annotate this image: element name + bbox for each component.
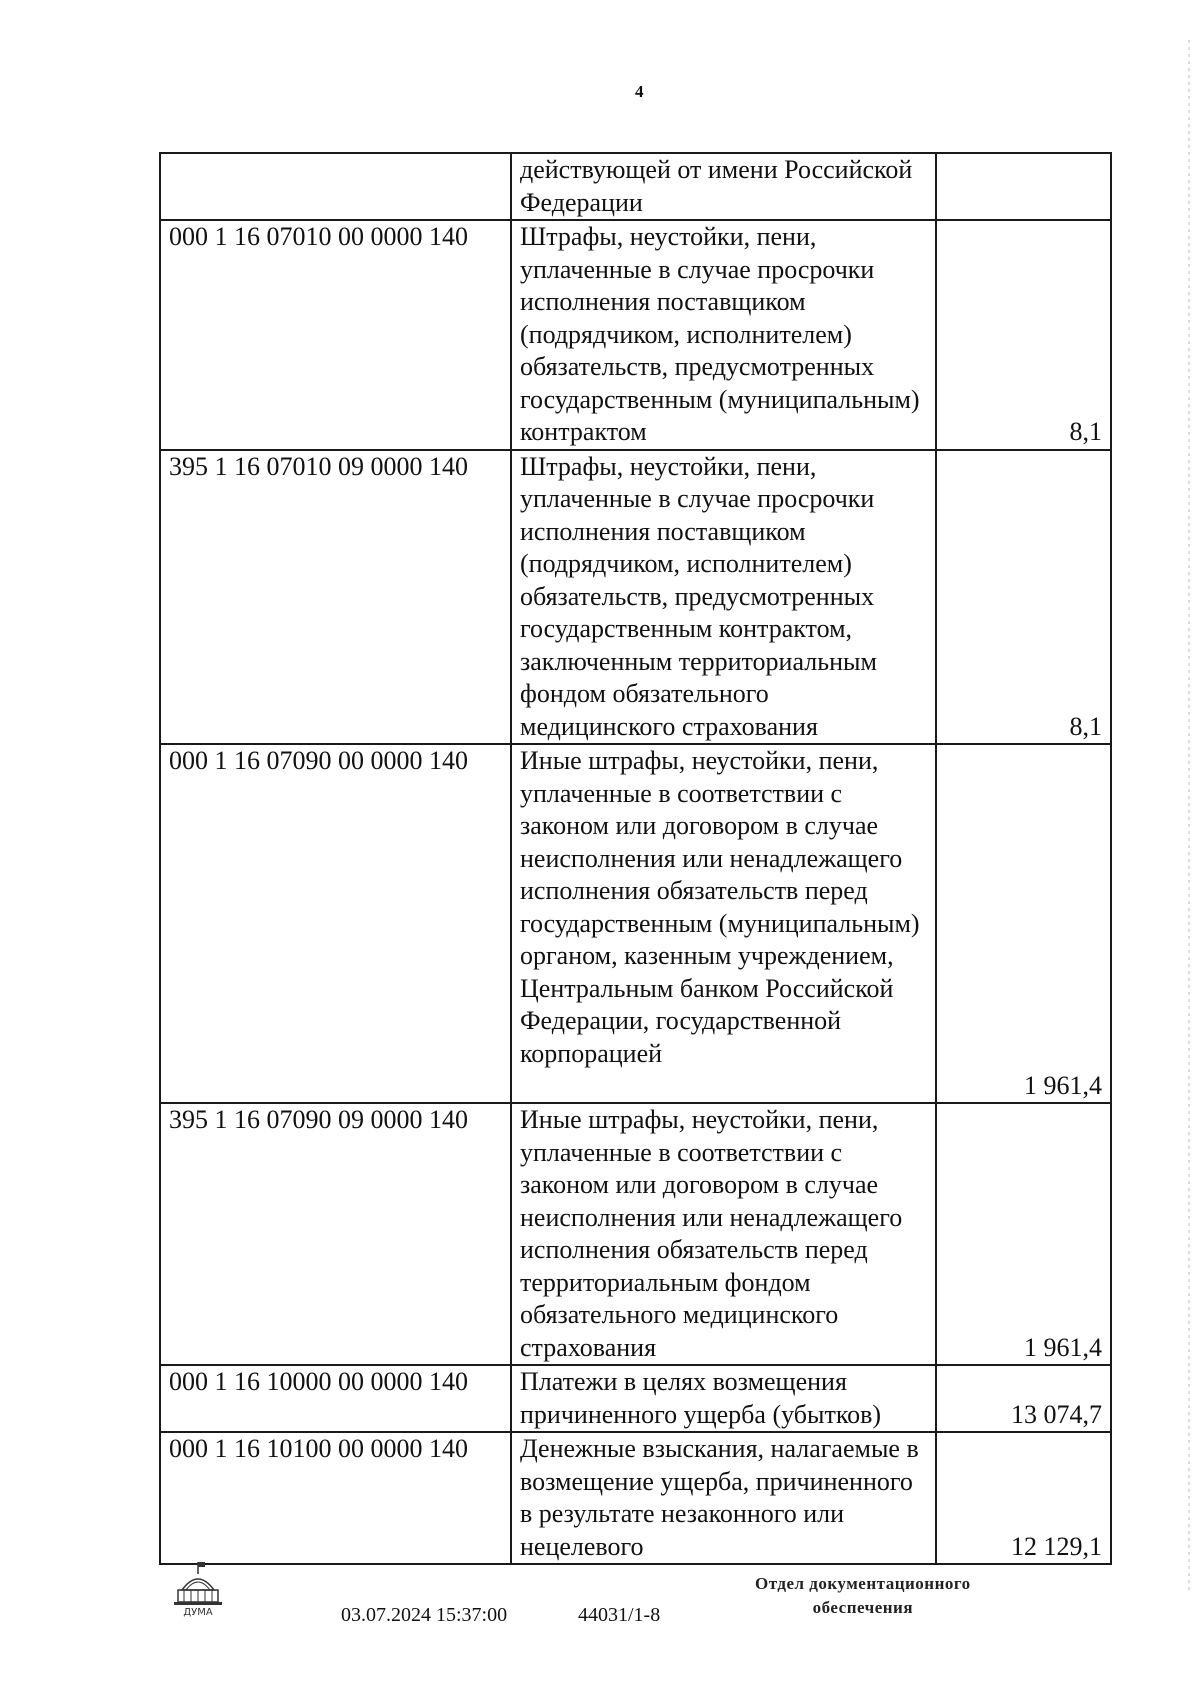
table-row	[160, 1365, 1111, 1432]
description-cell: Штрафы, неустойки, пени, уплаченные в случае просрочки исполнения поставщиком (подрядчиком, исполнителем) обязательств, предусмотренных государственным контрактом, заключенным территориальным фондом обязательного медицинского страхования	[511, 450, 936, 745]
description-cell: Платежи в целях возмещения причиненного ущерба (убытков)	[511, 1365, 936, 1432]
code-cell	[160, 153, 511, 220]
code-cell: 000 1 16 10000 00 0000 140	[160, 1365, 511, 1432]
code-cell: 000 1 16 07090 00 0000 140	[160, 744, 511, 1103]
footer-doc-number: 44031/1-8	[578, 1604, 661, 1626]
code-cell: 000 1 16 10100 00 0000 140	[160, 1432, 511, 1564]
table-row	[160, 450, 1111, 745]
amount-cell: 12 129,1	[936, 1432, 1111, 1564]
code-cell: 000 1 16 07010 00 0000 140	[160, 220, 511, 450]
department-line2: обеспечения	[812, 1598, 914, 1617]
revenue-table	[159, 152, 1112, 1565]
page-number: 4	[635, 82, 644, 101]
description-cell: Иные штрафы, неустойки, пени, уплаченные в соответствии с законом или договором в случае неисполнения или ненадлежащего исполнения обязательств перед государственным (муниципальным) органом, казенным учреждением, Центральным банком Российской Федерации, государственной корпорацией	[511, 744, 936, 1103]
description-cell: действующей от имени Российской Федерации	[511, 153, 936, 220]
logo-text: ДУМА	[183, 1607, 213, 1618]
department-line1: Отдел документационного	[755, 1574, 971, 1593]
table-row	[160, 744, 1111, 1103]
table-row	[160, 220, 1111, 450]
description-cell: Иные штрафы, неустойки, пени, уплаченные в соответствии с законом или договором в случае неисполнения или ненадлежащего исполнения обязательств перед территориальным фондом обязательного медицинского страхования	[511, 1103, 936, 1365]
description-cell: Денежные взыскания, налагаемые в возмещение ущерба, причиненного в результате незаконного или нецелевого	[511, 1432, 936, 1564]
footer-timestamp: 03.07.2024 15:37:00	[341, 1604, 508, 1626]
amount-cell: 1 961,4	[936, 1103, 1111, 1365]
scan-edge-marks	[1188, 40, 1190, 1590]
amount-cell: 8,1	[936, 450, 1111, 745]
department-stamp	[755, 1572, 971, 1620]
code-cell: 395 1 16 07010 09 0000 140	[160, 450, 511, 745]
table-row	[160, 153, 1111, 220]
table-row	[160, 1103, 1111, 1365]
table-row	[160, 1432, 1111, 1564]
amount-cell: 1 961,4	[936, 744, 1111, 1103]
amount-cell: 8,1	[936, 220, 1111, 450]
description-cell: Штрафы, неустойки, пени, уплаченные в случае просрочки исполнения поставщиком (подрядчиком, исполнителем) обязательств, предусмотренных государственным (муниципальным) контрактом	[511, 220, 936, 450]
duma-logo	[172, 1560, 224, 1618]
code-cell: 395 1 16 07090 09 0000 140	[160, 1103, 511, 1365]
amount-cell	[936, 153, 1111, 220]
amount-cell: 13 074,7	[936, 1365, 1111, 1432]
